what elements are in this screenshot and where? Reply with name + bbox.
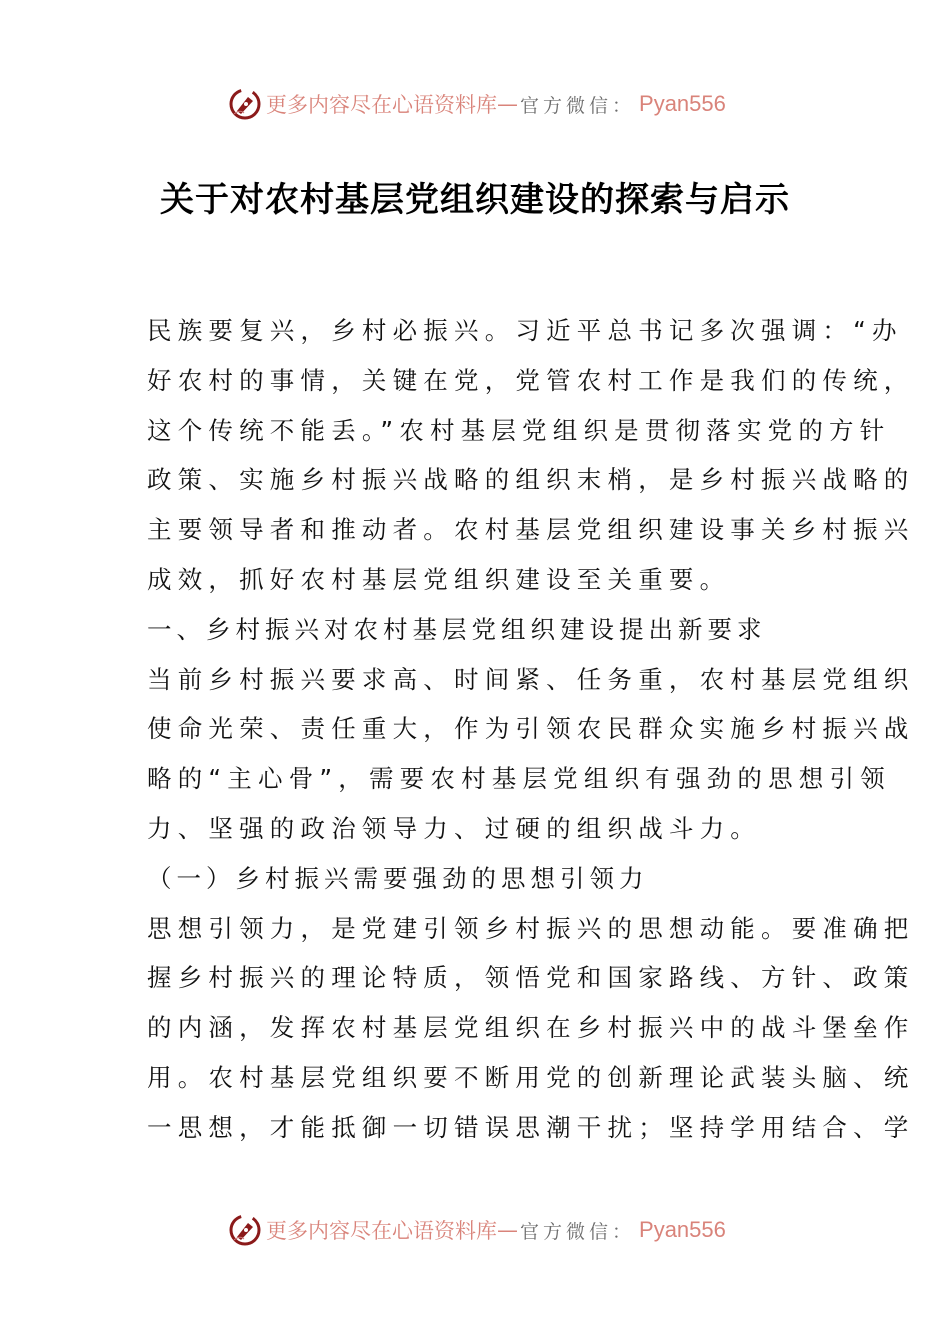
- subsection-heading: （一）乡村振兴需要强劲的思想引领力: [147, 863, 649, 893]
- wechat-label: 官方微信：: [520, 1220, 636, 1243]
- watermark-text: 更多内容尽在心语资料库: [266, 1219, 497, 1243]
- wechat-id: Pyan556: [639, 1217, 726, 1242]
- body-line: 的内涵，发挥农村基层党组织在乡村振兴中的战斗堡垒作: [147, 1013, 915, 1043]
- pen-nib-logo-icon: [228, 1213, 262, 1247]
- body-line: 成效，抓好农村基层党组织建设至关重要。: [147, 564, 731, 594]
- document-body: [147, 306, 915, 1153]
- body-line: 思想引领力，是党建引领乡村振兴的思想动能。要准确把: [147, 913, 915, 943]
- body-line: 略的“主心骨”，需要农村基层党组织有强劲的思想引领: [147, 764, 891, 794]
- watermark-text: 更多内容尽在心语资料库: [266, 93, 497, 117]
- wechat-id: Pyan556: [639, 91, 726, 116]
- body-line: 主要领导者和推动者。农村基层党组织建设事关乡村振兴: [147, 515, 915, 545]
- watermark-dash: —: [497, 1218, 518, 1242]
- body-line: 这个传统不能丢。”农村基层党组织是贯彻落实党的方针: [147, 415, 891, 445]
- body-line: 政策、实施乡村振兴战略的组织末梢，是乡村振兴战略的: [147, 465, 915, 495]
- body-line: 当前乡村振兴要求高、时间紧、任务重，农村基层党组织: [147, 664, 915, 694]
- body-line: 民族要复兴，乡村必振兴。习近平总书记多次强调：“办: [147, 316, 903, 345]
- body-line: 好农村的事情，关键在党，党管农村工作是我们的传统，: [147, 365, 915, 395]
- watermark-dash: —: [497, 92, 518, 116]
- watermark-footer: [228, 1210, 728, 1250]
- body-line: 用。农村基层党组织要不断用党的创新理论武装头脑、统: [147, 1062, 915, 1092]
- body-line: 握乡村振兴的理论特质，领悟党和国家路线、方针、政策: [147, 963, 915, 993]
- document-title: 关于对农村基层党组织建设的探索与启示: [160, 180, 790, 220]
- body-line: 使命光荣、责任重大，作为引领农民群众实施乡村振兴战: [147, 714, 915, 744]
- body-line: 一思想，才能抵御一切错误思潮干扰；坚持学用结合、学: [147, 1112, 915, 1142]
- body-line: 力、坚强的政治领导力、过硬的组织战斗力。: [147, 813, 761, 843]
- wechat-label: 官方微信：: [520, 94, 636, 117]
- watermark-header: [228, 84, 728, 124]
- pen-nib-logo-icon: [228, 87, 262, 121]
- section-heading: 一、乡村振兴对农村基层党组织建设提出新要求: [147, 614, 767, 644]
